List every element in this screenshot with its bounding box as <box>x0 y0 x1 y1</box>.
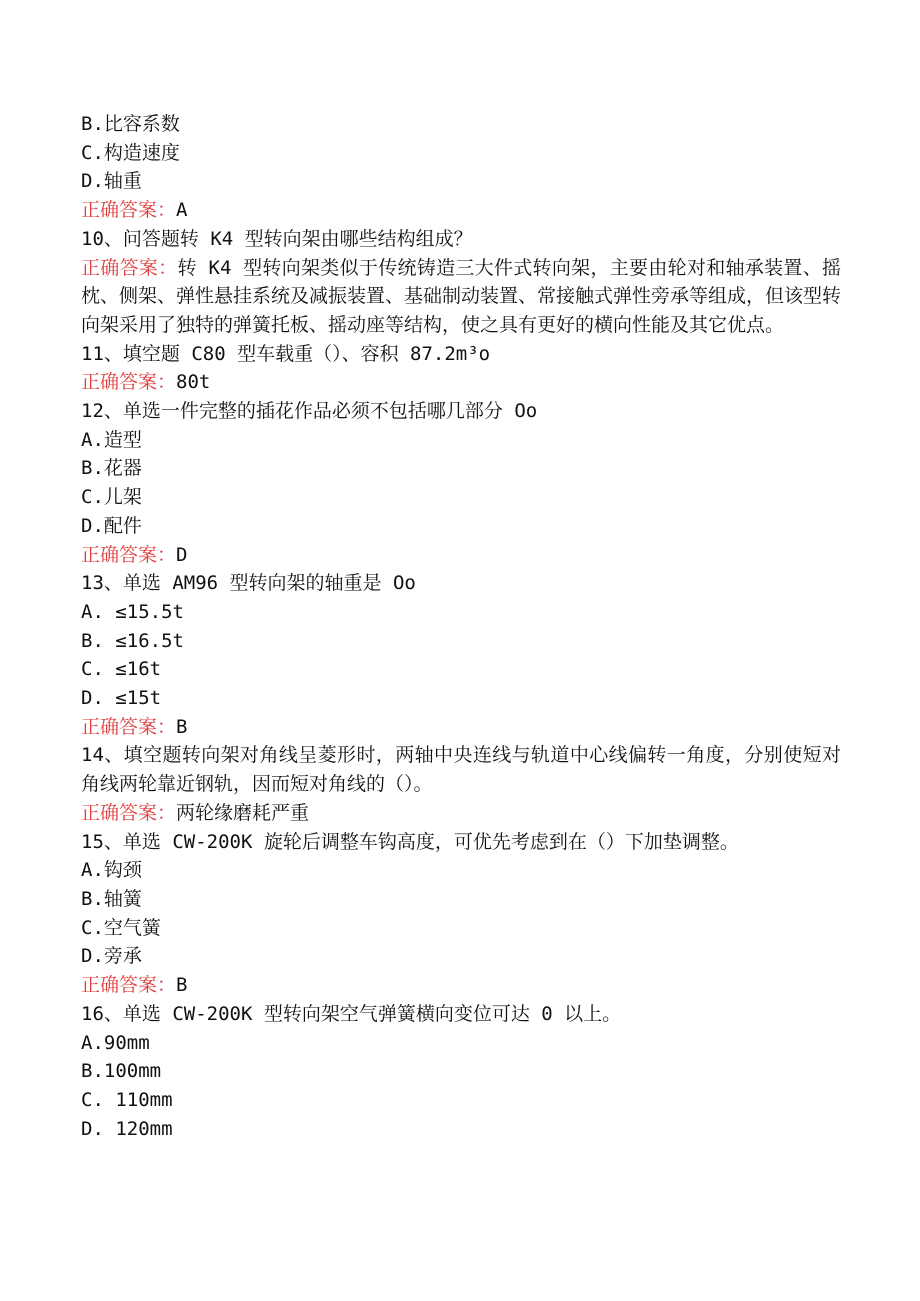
answer-label: 正确答案： <box>81 801 177 824</box>
answer-value: 80t <box>176 371 211 394</box>
answer-line <box>81 541 841 570</box>
document-page <box>81 110 841 1143</box>
option-line: C.构造速度 <box>81 141 180 164</box>
option-line: A.90mm <box>81 1031 150 1054</box>
answer-line <box>81 971 841 1000</box>
option-line: C. ≤16t <box>81 658 162 681</box>
answer-value: A <box>176 199 188 222</box>
option-line: C.儿架 <box>81 486 142 509</box>
option-line: B.比容系数 <box>81 113 180 135</box>
option-line: D.旁承 <box>81 945 142 968</box>
answer-line <box>81 713 841 742</box>
answer-label: 正确答案： <box>81 256 178 279</box>
answer-value: B <box>176 974 188 997</box>
option-line: B.花器 <box>81 457 142 480</box>
question-line: 11、填空题 C80 型车载重（）、容积 87.2m³o <box>81 342 491 365</box>
answer-paragraph <box>81 254 841 340</box>
answer-line <box>81 368 841 397</box>
answer-label: 正确答案： <box>81 371 177 394</box>
option-line: B.轴簧 <box>81 887 142 910</box>
answer-line <box>81 799 841 828</box>
answer-label: 正确答案： <box>81 974 177 997</box>
option-line: D.轴重 <box>81 170 142 193</box>
answer-label: 正确答案： <box>81 199 177 222</box>
question-paragraph: 14、填空题转向架对角线呈菱形时，两轴中央连线与轨道中心线偏转一角度，分别使短对角线两轮靠近钢轨，因而短对角线的（）。 <box>81 744 841 796</box>
answer-value: 转 K4 型转向架类似于传统铸造三大件式转向架，主要由轮对和轴承装置、摇枕、侧架、弹性悬挂系统及减振装置、基础制动装置、常接触式弹性旁承等组成，但该型转向架采用了独特的弹簧托板、摇动座等结构，使之具有更好的横向性能及其它优点。 <box>81 256 842 336</box>
option-line: C. 110mm <box>81 1088 173 1111</box>
question-line: 12、单选一件完整的插花作品必须不包括哪几部分 Oo <box>81 400 538 423</box>
option-line: B.100mm <box>81 1060 162 1083</box>
option-line: C.空气簧 <box>81 916 161 939</box>
answer-value: D <box>176 543 188 566</box>
question-line: 16、单选 CW-200K 型转向架空气弹簧横向变位可达 0 以上。 <box>81 1002 622 1025</box>
question-line: 10、问答题转 K4 型转向架由哪些结构组成？ <box>81 227 473 250</box>
answer-value: 两轮缘磨耗严重 <box>176 801 310 824</box>
option-line: D. ≤15t <box>81 687 162 710</box>
option-line: B. ≤16.5t <box>81 629 184 652</box>
option-line: A.造型 <box>81 428 142 451</box>
answer-label: 正确答案： <box>81 715 177 738</box>
answer-value: B <box>176 715 188 738</box>
answer-line <box>81 196 841 225</box>
option-line: D. 120mm <box>81 1117 173 1140</box>
option-line: A.钩颈 <box>81 859 142 882</box>
answer-label: 正确答案： <box>81 543 177 566</box>
option-line: A. ≤15.5t <box>81 600 184 623</box>
option-line: D.配件 <box>81 514 142 537</box>
question-line: 13、单选 AM96 型转向架的轴重是 Oo <box>81 572 416 595</box>
question-line: 15、单选 CW-200K 旋轮后调整车钩高度，可优先考虑到在（）下加垫调整。 <box>81 830 739 853</box>
